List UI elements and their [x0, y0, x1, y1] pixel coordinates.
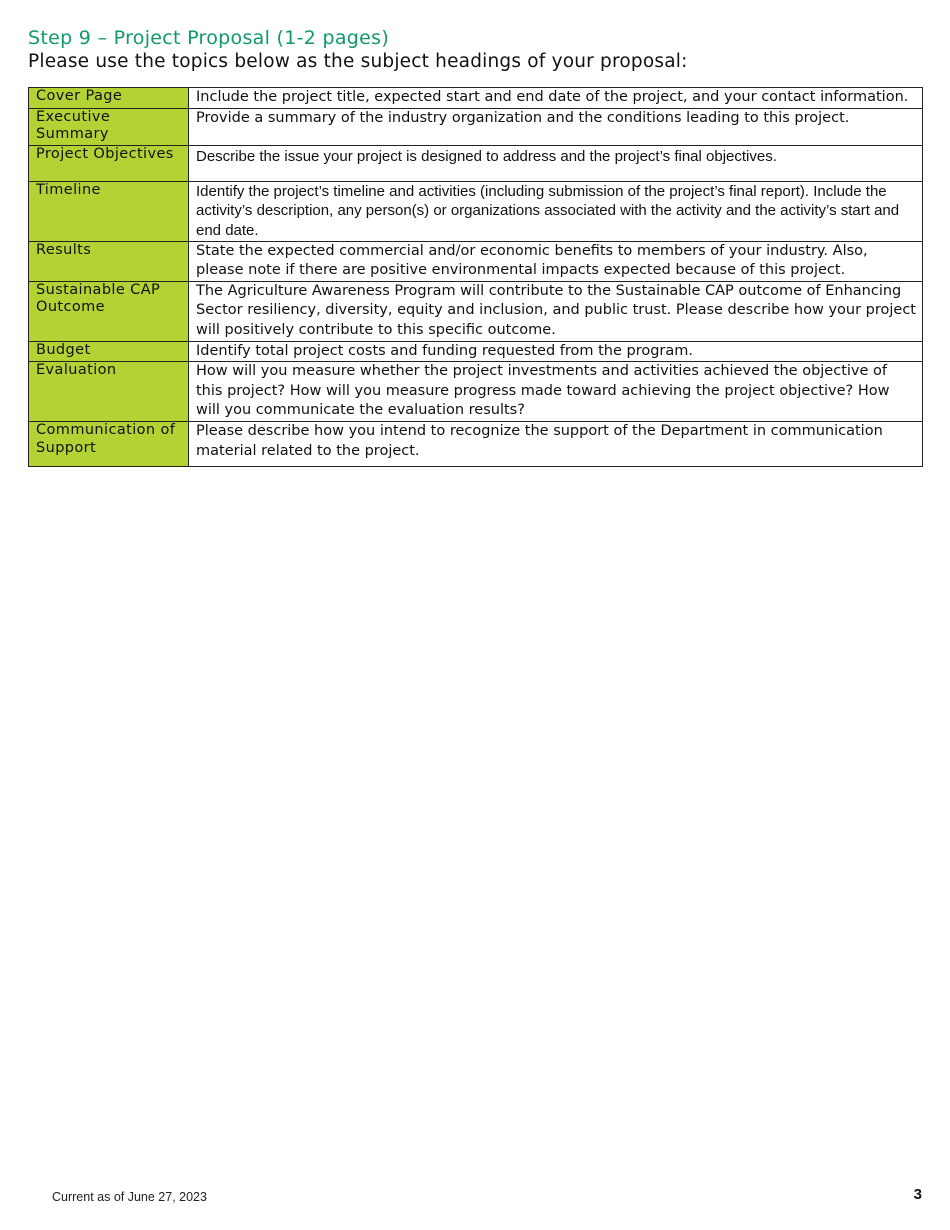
topic-label: Sustainable CAP Outcome [29, 281, 189, 341]
topic-label: Executive Summary [29, 108, 189, 145]
topic-description: Identify total project costs and funding requested from the program. [189, 341, 923, 362]
topic-label: Cover Page [29, 88, 189, 109]
topic-description: Provide a summary of the industry organization and the conditions leading to this project. [189, 108, 923, 145]
topic-description: Include the project title, expected start and end date of the project, and your contact information. [189, 88, 923, 109]
topic-label: Budget [29, 341, 189, 362]
page-number: 3 [913, 1186, 922, 1203]
topic-label: Timeline [29, 181, 189, 241]
table-row [29, 181, 923, 241]
table-row [29, 88, 923, 109]
table-row [29, 241, 923, 281]
topic-label: Communication of Support [29, 422, 189, 467]
instructions-subtitle: Please use the topics below as the subject headings of your proposal: [28, 51, 688, 72]
topic-description: Identify the project’s timeline and activities (including submission of the project’s final report). Include the activity’s description, any person(s) or organizations associated with the activity and the activity’s start and end date. [189, 181, 923, 241]
table-row [29, 145, 923, 181]
topic-description: The Agriculture Awareness Program will contribute to the Sustainable CAP outcome of Enhancing Sector resiliency, diversity, equity and inclusion, and public trust. Please describe how your project will positively contribute to this specific outcome. [189, 281, 923, 341]
table-row [29, 422, 923, 467]
step-title: Step 9 – Project Proposal (1-2 pages) [28, 27, 390, 49]
topic-label: Evaluation [29, 362, 189, 422]
topic-label: Results [29, 241, 189, 281]
topic-description: How will you measure whether the project investments and activities achieved the objective of this project? How will you measure progress made toward achieving the project objective? How will you communicate the evaluation results? [189, 362, 923, 422]
topic-description: Describe the issue your project is designed to address and the project’s final objectives. [189, 145, 923, 181]
currency-note: Current as of June 27, 2023 [52, 1190, 207, 1204]
topic-label: Project Objectives [29, 145, 189, 181]
topic-description: Please describe how you intend to recognize the support of the Department in communication material related to the project. [189, 422, 923, 467]
table-row [29, 362, 923, 422]
table-row [29, 341, 923, 362]
topic-description: State the expected commercial and/or economic benefits to members of your industry. Also, please note if there are positive environmental impacts expected because of this project. [189, 241, 923, 281]
table-row [29, 281, 923, 341]
proposal-topics-table [28, 87, 923, 467]
table-row [29, 108, 923, 145]
